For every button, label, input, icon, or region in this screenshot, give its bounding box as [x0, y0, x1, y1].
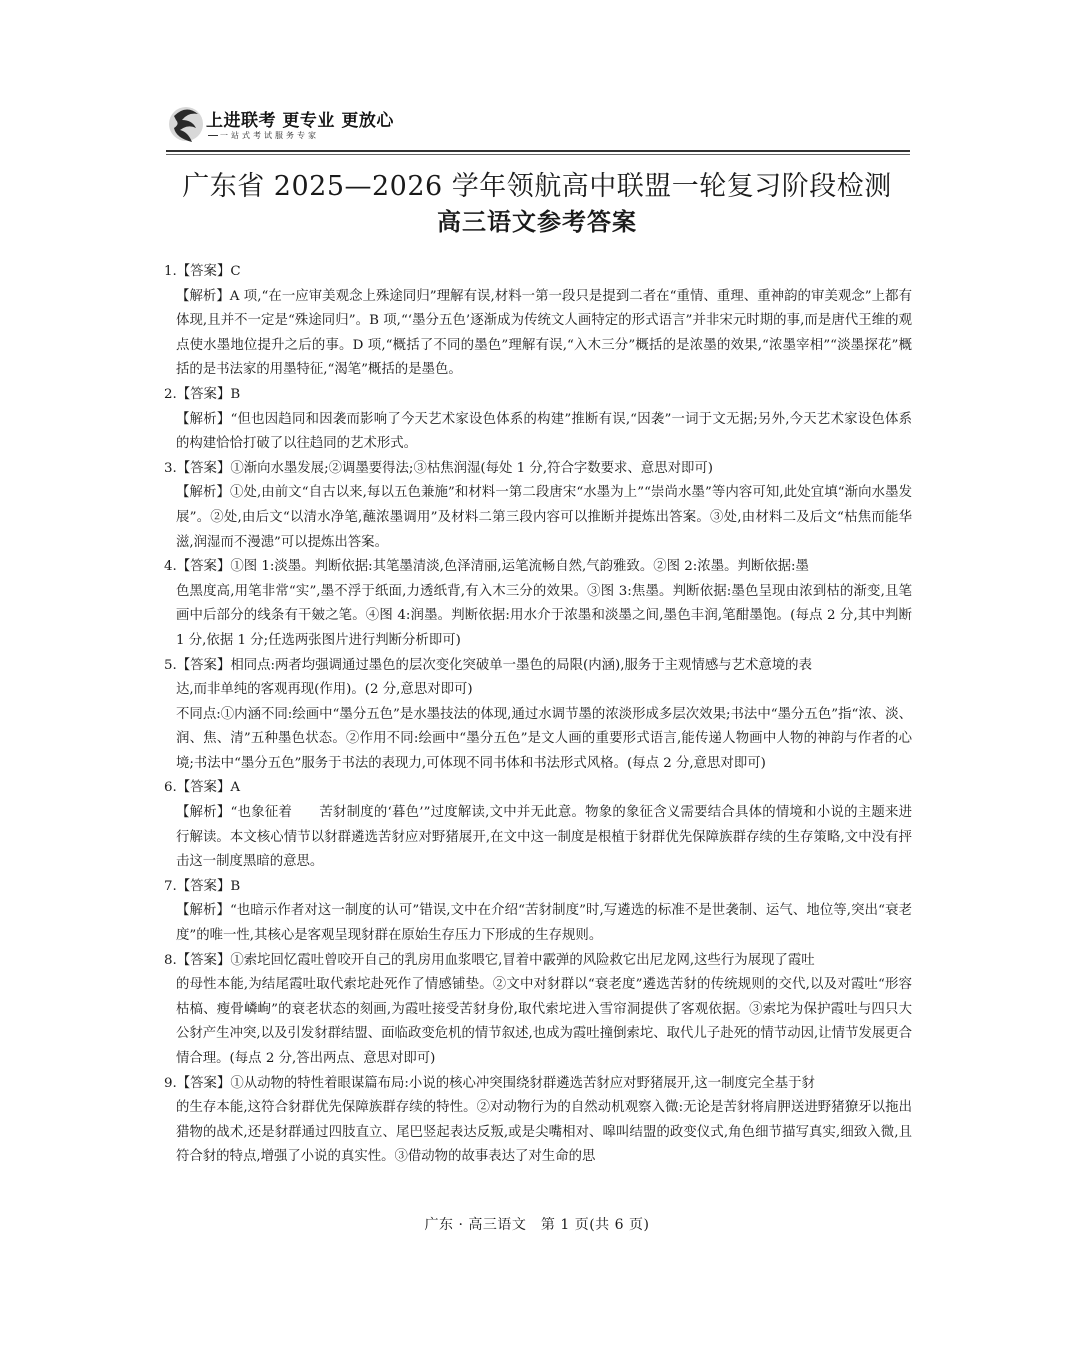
analysis-text: 的生存本能,这符合豺群优先保障族群存续的特性。②对动物行为的自然动机观察入微:无论是苦豺将肩胛送进野猪獠牙以拖出猎物的战术,还是豺群通过四肢直立、尾巴竖起表达反叛,或是尖嘴相对、嗥叫结盟的政变仪式,角色细节描写真实,细致入微,且符合豺的特点,增强了小说的真实性。③借动物的故事表达了对生命的思	[176, 1100, 912, 1165]
answer-item	[164, 875, 912, 949]
answer-item	[164, 457, 912, 555]
answer-item	[164, 776, 912, 874]
header-rule-thin	[166, 154, 910, 155]
tagline: 一站式考试服务专家	[220, 131, 319, 140]
analysis-text: 色黑度高,用笔非常“实”,墨不浮于纸面,力透纸背,有入木三分的效果。③图 3:焦墨。判断依据:墨色呈现由浓到枯的渐变,且笔画中后部分的线条有干皴之笔。④图 4:润墨。判断依据:用水介于浓墨和淡墨之间,墨色丰润,笔酣墨饱。(每点 2 分,其中判断 1 分,依据 1 分;任选两张图片进行判断分析即可)	[176, 583, 912, 648]
analysis-text: 【解析】①处,由前文“自古以来,每以五色兼施”和材料一第二段唐宋“水墨为上”“崇尚水墨”等内容可知,此处宜填“渐向水墨发展”。②处,由后文“以清水净笔,蘸浓墨调用”及材料二第三段内容可以推断并提炼出答案。③处,由材料二及后文“枯焦而能华滋,润湿而不漫漶”可以提炼出答案。	[176, 485, 912, 550]
answer-item	[164, 1072, 912, 1170]
tagline-dash	[208, 135, 218, 136]
page-footer: 广东 · 高三语文 第 1 页(共 6 页)	[424, 1217, 650, 1233]
answer-line: 9.【答案】①从动物的特性着眼谋篇布局:小说的核心冲突围绕豺群遴选苦豺应对野猪展开,这一制度完全基于豺	[164, 1075, 815, 1091]
page-header	[166, 100, 910, 152]
answer-line: 4.【答案】①图 1:淡墨。判断依据:其笔墨清淡,色泽清丽,运笔流畅自然,气韵雅致。②图 2:浓墨。判断依据:墨	[164, 559, 809, 575]
answer-line: 2.【答案】B	[164, 386, 241, 402]
analysis-text: 【解析】“但也因趋同和因袭而影响了今天艺术家设色体系的构建”推断有误,“因袭”一词于文无据;另外,今天艺术家设色体系的构建恰恰打破了以往趋同的艺术形式。	[176, 411, 912, 452]
header-rule	[166, 150, 910, 152]
answer-item	[164, 654, 912, 777]
answer-line: 8.【答案】①索坨回忆霞吐曾咬开自己的乳房用血浆喂它,冒着中霰弹的风险救它出尼龙网,这些行为展现了霞吐	[164, 952, 815, 968]
answer-line: 3.【答案】①渐向水墨发展;②调墨要得法;③枯焦润湿(每处 1 分,符合字数要求、意思对即可)	[164, 460, 713, 476]
answer-list	[164, 260, 912, 1170]
answer-line: 1.【答案】C	[164, 264, 241, 279]
analysis-text: 不同点:①内涵不同:绘画中“墨分五色”是水墨技法的体现,通过水调节墨的浓淡形成多层次效果;书法中“墨分五色”指“浓、淡、润、焦、清”五种墨色状态。②作用不同:绘画中“墨分五色”是文人画的重要形式语言,能传递人物画中人物的神韵与作者的心境;书法中“墨分五色”服务于书法的表现力,可体现不同书体和书法形式风格。(每点 2 分,意思对即可)	[176, 706, 912, 771]
answer-item	[164, 383, 912, 457]
answer-line: 5.【答案】相同点:两者均强调通过墨色的层次变化突破单一墨色的局限(内涵),服务于主观情感与艺术意境的表	[164, 657, 812, 673]
slogan: 上进联考 更专业 更放心	[206, 111, 394, 131]
analysis-text: 的母性本能,为结尾霞吐取代索坨赴死作了情感铺垫。②文中对豺群以“衰老度”遴选苦豺的传统规则的交代,以及对霞吐“形容枯槁、瘦骨嶙峋”的衰老状态的刻画,为霞吐接受苦豺身份,取代索坨进入雪帘洞提供了客观依据。③索坨为保护霞吐与四只大公豺产生冲突,以及引发豺群结盟、面临政变危机的情节叙述,也成为霞吐撞倒索坨、取代儿子赴死的情节动因,让情节发展更合情合理。(每点 2 分,答出两点、意思对即可)	[176, 977, 912, 1066]
answer-line: 7.【答案】B	[164, 878, 241, 894]
answer-item	[164, 555, 912, 653]
analysis-text: 【解析】“也象征着 苦豺制度的‘暮色’”过度解读,文中并无此意。物象的象征含义需要结合具体的情境和小说的主题来进行解读。本文核心情节以豺群遴选苦豺应对野猪展开,在文中这一制度是根植于豺群优先保障族群存续的生存策略,文中没有抨击这一制度黑暗的意思。	[176, 805, 912, 870]
answer-item	[164, 260, 912, 383]
analysis-text: 【解析】“也暗示作者对这一制度的认可”错误,文中在介绍“苦豺制度”时,写遴选的标准不是世袭制、运气、地位等,突出“衰老度”的唯一性,其核心是客观呈现豺群在原始生存压力下形成的生存规则。	[176, 903, 912, 944]
swirl-logo-icon	[166, 102, 206, 144]
page-subtitle: 高三语文参考答案	[437, 208, 637, 236]
page-title: 广东省 2025—2026 学年领航高中联盟一轮复习阶段检测	[182, 171, 892, 202]
analysis-text: 【解析】A 项,“在一应审美观念上殊途同归”理解有误,材料一第一段只是提到二者在“重情、重理、重神韵的审美观念”上都有体现,且并不一定是“殊途同归”。B 项,“‘墨分五色’逐渐成为传统文人画特定的形式语言”并非宋元时期的事,而是唐代王维的观点使水墨地位提升之后的事。D 项,“概括了不同的墨色”理解有误,“入木三分”概括的是浓墨的效果,“浓墨宰相”“淡墨探花”概括的是书法家的用墨特征,“渴笔”概括的是墨色。	[176, 288, 912, 378]
analysis-text: 达,而非单纯的客观再现(作用)。(2 分,意思对即可)	[176, 682, 473, 698]
answer-item	[164, 949, 912, 1072]
answer-line: 6.【答案】A	[164, 780, 241, 796]
